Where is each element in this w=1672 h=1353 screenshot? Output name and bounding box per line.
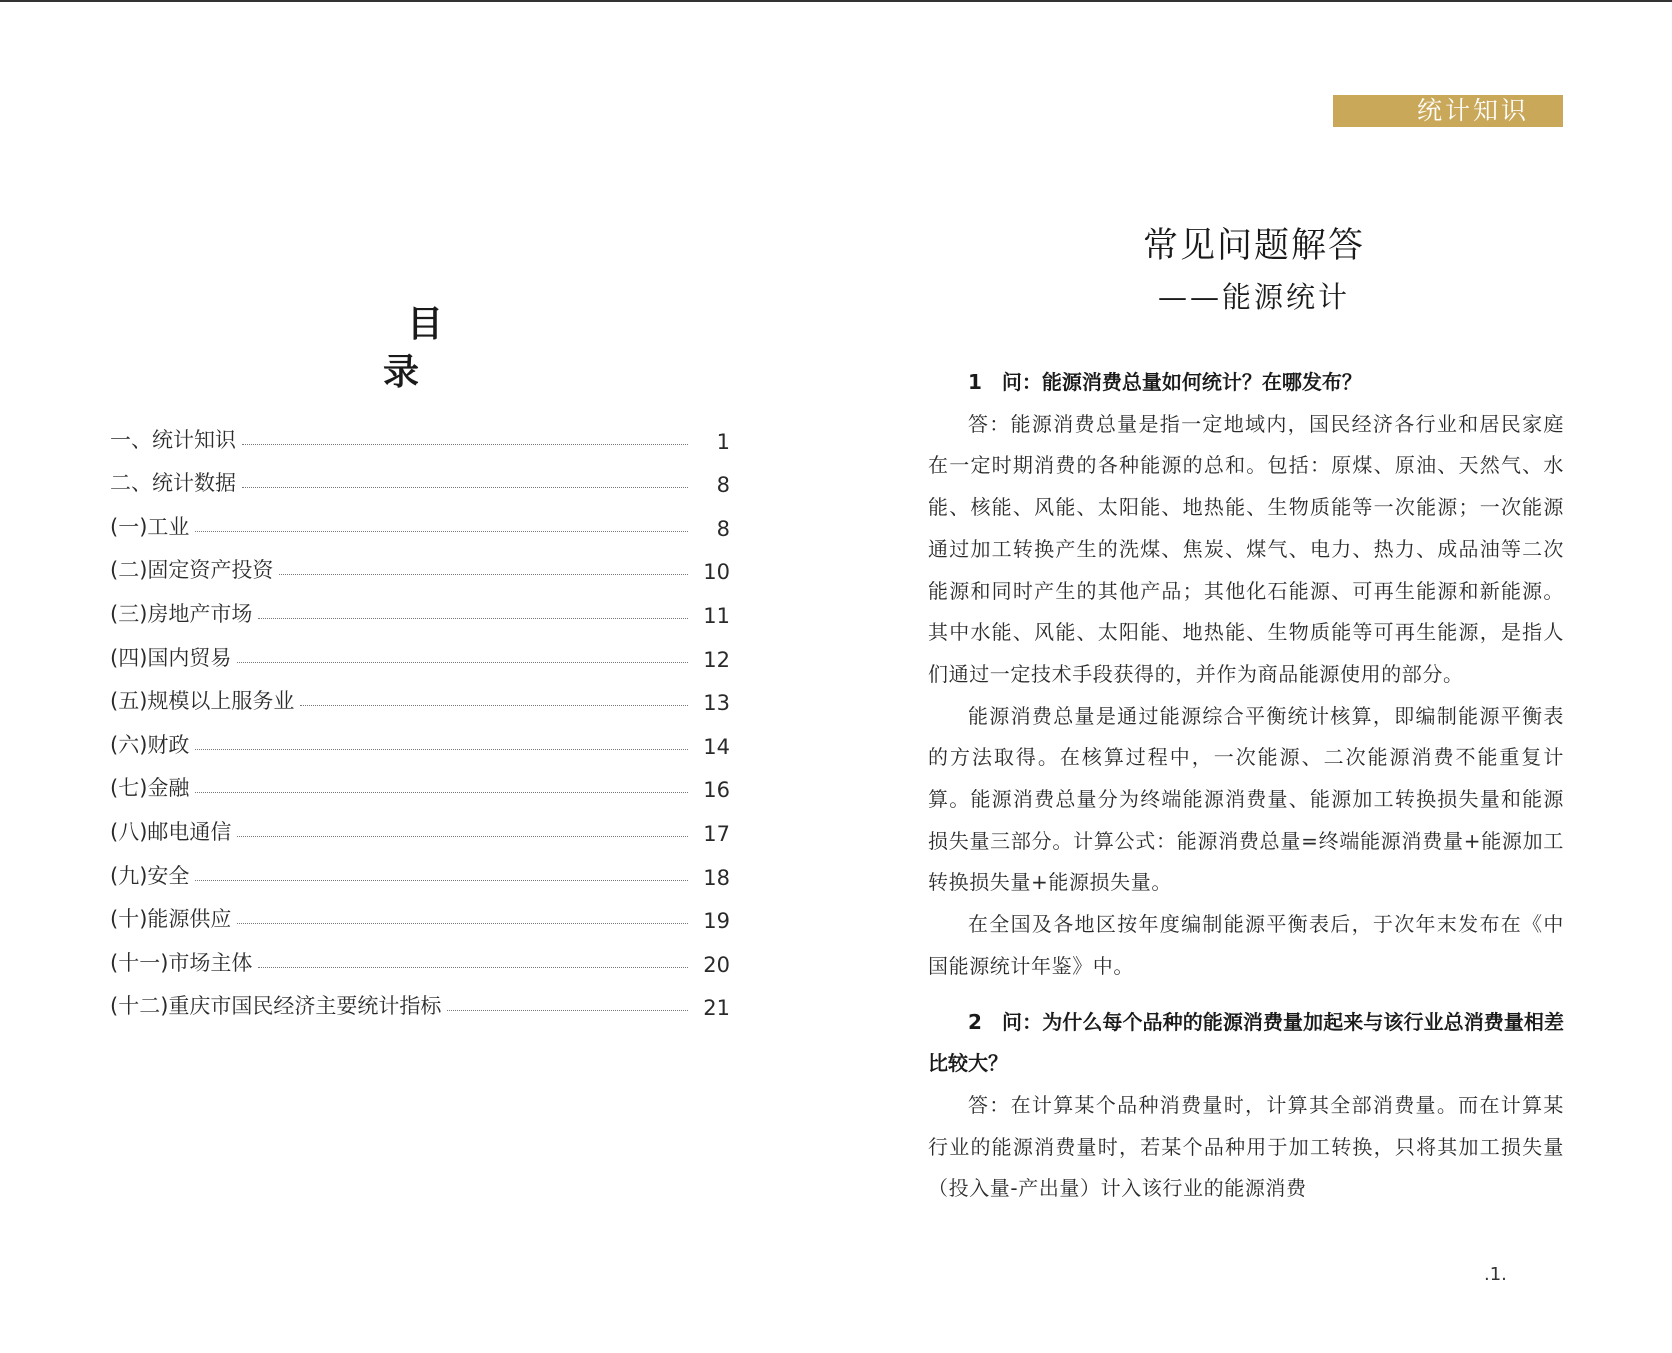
toc-list bbox=[110, 410, 730, 1020]
toc-entry-label: (十一)市场主体 bbox=[110, 950, 253, 975]
toc-entry[interactable] bbox=[110, 715, 730, 759]
toc-entry-label: (五)规模以上服务业 bbox=[110, 689, 295, 714]
toc-dot-leader bbox=[242, 487, 688, 488]
article-title: 常见问题解答 bbox=[1142, 226, 1365, 266]
toc-dot-leader bbox=[258, 618, 688, 619]
toc-entry-page: 11 bbox=[703, 603, 730, 628]
toc-entry-page: 20 bbox=[703, 952, 730, 977]
toc-entry-label: (八)邮电通信 bbox=[110, 819, 232, 844]
toc-entry-page: 17 bbox=[703, 821, 730, 846]
toc-entry[interactable] bbox=[110, 759, 730, 803]
toc-entry[interactable] bbox=[110, 672, 730, 716]
toc-entry-page: 12 bbox=[703, 647, 730, 672]
toc-entry-page: 10 bbox=[703, 560, 730, 585]
toc-entry[interactable] bbox=[110, 541, 730, 585]
toc-entry-page: 18 bbox=[703, 865, 730, 890]
toc-entry[interactable] bbox=[110, 977, 730, 1021]
toc-entry[interactable] bbox=[110, 890, 730, 934]
toc-entry[interactable] bbox=[110, 454, 730, 498]
toc-entry[interactable] bbox=[110, 933, 730, 977]
toc-dot-leader bbox=[195, 531, 688, 532]
section-tag: 统计知识 bbox=[1333, 95, 1563, 127]
toc-entry-page: 13 bbox=[703, 691, 730, 716]
toc-entry[interactable] bbox=[110, 628, 730, 672]
toc-entry-label: (十二)重庆市国民经济主要统计指标 bbox=[110, 994, 442, 1019]
answer-2-paragraph-1: 答：在计算某个品种消费量时，计算其全部消费量。而在计算某行业的能源消费量时，若某个品种用于加工转换，只将其加工损失量（投入量-产出量）计入该行业的能源消费 bbox=[928, 1092, 1564, 1201]
toc-entry-page: 21 bbox=[703, 996, 730, 1021]
toc-entry-label: (一)工业 bbox=[110, 514, 190, 539]
toc-dot-leader bbox=[237, 923, 688, 924]
toc-entry-page: 16 bbox=[703, 778, 730, 803]
toc-entry-label: (三)房地产市场 bbox=[110, 601, 253, 626]
toc-entry-page: 14 bbox=[703, 734, 730, 759]
page-number: .1. bbox=[1484, 1264, 1507, 1285]
toc-entry-page: 19 bbox=[703, 909, 730, 934]
toc-entry[interactable] bbox=[110, 410, 730, 454]
toc-entry-label: (二)固定资产投资 bbox=[110, 558, 274, 583]
article-page bbox=[836, 0, 1672, 1353]
paragraph-gap bbox=[928, 988, 1564, 1002]
toc-dot-leader bbox=[237, 662, 688, 663]
toc-entry[interactable] bbox=[110, 802, 730, 846]
toc-entry-label: 一、统计知识 bbox=[110, 427, 236, 452]
toc-entry-label: (七)金融 bbox=[110, 776, 190, 801]
question-1: 1 问：能源消费总量如何统计？在哪发布？ bbox=[968, 370, 1362, 394]
toc-dot-leader bbox=[237, 836, 688, 837]
toc-dot-leader bbox=[242, 444, 688, 445]
toc-dot-leader bbox=[447, 1010, 688, 1011]
toc-entry-label: (九)安全 bbox=[110, 863, 190, 888]
answer-1-paragraph-2: 能源消费总量是通过能源综合平衡统计核算，即编制能源平衡表的方法取得。在核算过程中，一次能源、二次能源消费不能重复计算。能源消费总量分为终端能源消费量、能源加工转换损失量和能源损失量三部分。计算公式：能源消费总量=终端能源消费量+能源加工转换损失量+能源损失量。 bbox=[928, 703, 1564, 895]
toc-entry-label: (十)能源供应 bbox=[110, 907, 232, 932]
toc-dot-leader bbox=[279, 574, 688, 575]
toc-entry[interactable] bbox=[110, 497, 730, 541]
toc-entry-page: 1 bbox=[716, 429, 730, 454]
article-body bbox=[928, 362, 1564, 1210]
toc-entry-label: 二、统计数据 bbox=[110, 471, 236, 496]
toc-entry-page: 8 bbox=[716, 516, 730, 541]
toc-entry[interactable] bbox=[110, 584, 730, 628]
toc-entry[interactable] bbox=[110, 846, 730, 890]
toc-entry-label: (六)财政 bbox=[110, 732, 190, 757]
article-subtitle: ——能源统计 bbox=[1157, 280, 1350, 314]
toc-title: 目 录 bbox=[382, 303, 576, 393]
toc-entry-label: (四)国内贸易 bbox=[110, 645, 232, 670]
toc-dot-leader bbox=[195, 792, 688, 793]
answer-1-paragraph-3: 在全国及各地区按年度编制能源平衡表后，于次年末发布在《中国能源统计年鉴》中。 bbox=[928, 912, 1564, 978]
toc-dot-leader bbox=[195, 880, 688, 881]
toc-dot-leader bbox=[300, 705, 688, 706]
question-2: 2 问：为什么每个品种的能源消费量加起来与该行业总消费量相差比较大？ bbox=[928, 1009, 1564, 1076]
toc-dot-leader bbox=[258, 967, 688, 968]
toc-dot-leader bbox=[195, 749, 688, 750]
answer-1-paragraph-1: 答：能源消费总量是指一定地域内，国民经济各行业和居民家庭在一定时期消费的各种能源的总和。包括：原煤、原油、天然气、水能、核能、风能、太阳能、地热能、生物质能等一次能源；一次能源通过加工转换产生的洗煤、焦炭、煤气、电力、热力、成品油等二次能源和同时产生的其他产品；其他化石能源、可再生能源和新能源。其中水能、风能、太阳能、地热能、生物质能等可再生能源，是指人们通过一定技术手段获得的，并作为商品能源使用的部分。 bbox=[928, 411, 1564, 686]
toc-entry-page: 8 bbox=[716, 473, 730, 498]
